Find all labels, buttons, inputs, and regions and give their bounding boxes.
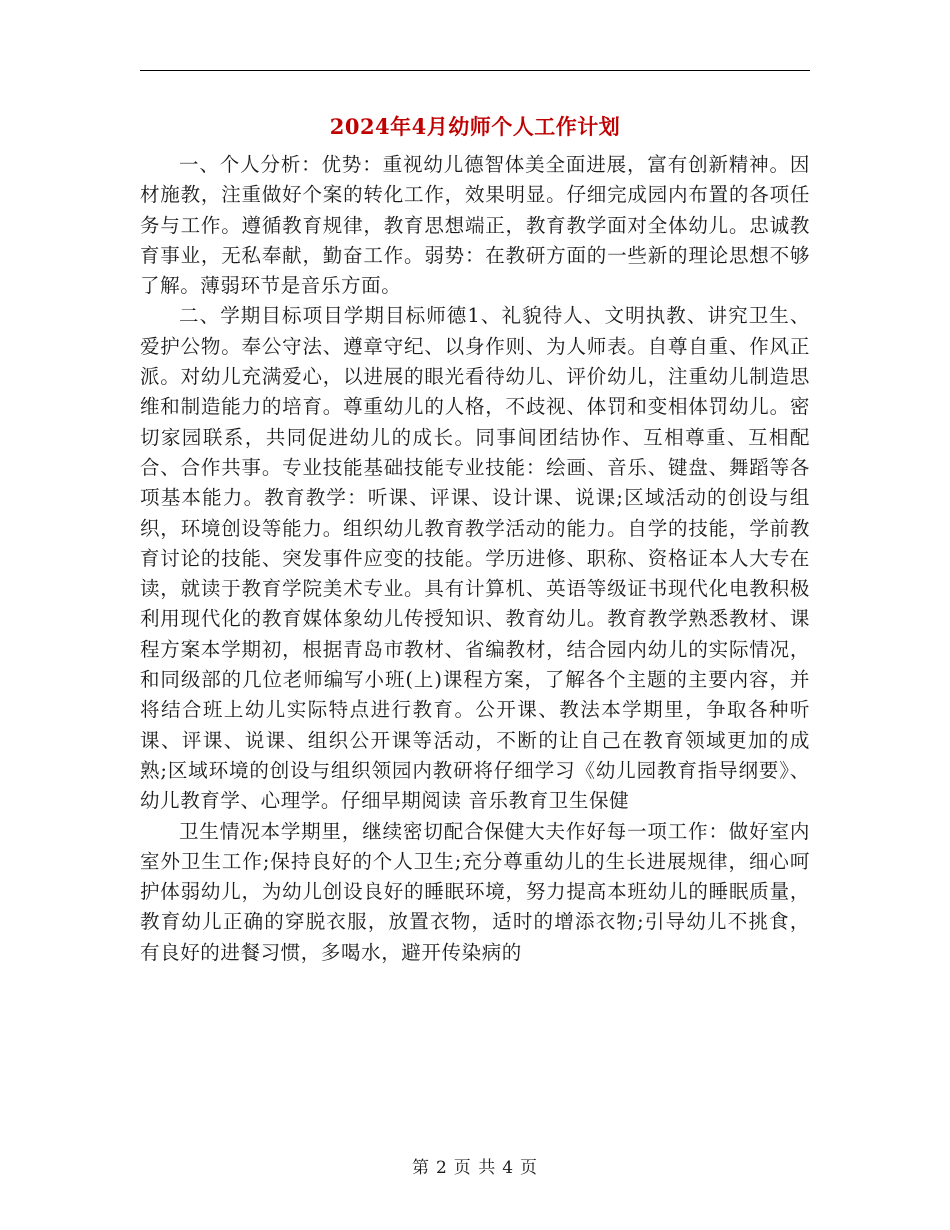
document-title: 2024年4月幼师个人工作计划 xyxy=(329,114,621,139)
footer-page-number: 2 xyxy=(435,1158,448,1178)
footer-total-pages: 4 xyxy=(502,1158,515,1178)
page-footer xyxy=(140,1153,810,1178)
document-body xyxy=(140,150,810,968)
paragraph-personal-analysis: 一、个人分析：优势：重视幼儿德智体美全面进展，富有创新精神。因材施教，注重做好个案的转化工作，效果明显。仔细完成园内布置的各项任务与工作。遵循教育规律，教育思想端正，教育教学面对全体幼儿。忠诚教育事业，无私奉献，勤奋工作。弱势：在教研方面的一些新的理论思想不够了解。薄弱环节是音乐方面。 xyxy=(140,153,810,298)
footer-suffix: 页 xyxy=(520,1158,539,1178)
footer-middle: 页 共 xyxy=(453,1158,497,1178)
paragraph-semester-goals: 二、学期目标项目学期目标师德1、礼貌待人、文明执教、讲究卫生、爱护公物。奉公守法、遵章守纪、以身作则、为人师表。自尊自重、作风正派。对幼儿充满爱心，以进展的眼光看待幼儿、评价幼儿，注重幼儿制造思维和制造能力的培育。尊重幼儿的人格，不歧视、体罚和变相体罚幼儿。密切家园联系，共同促进幼儿的成长。同事间团结协作、互相尊重、互相配合、合作共事。专业技能基础技能专业技能：绘画、音乐、键盘、舞蹈等各项基本能力。教育教学：听课、评课、设计课、说课;区域活动的创设与组织，环境创设等能力。组织幼儿教育教学活动的能力。自学的技能，学前教育讨论的技能、突发事件应变的技能。学历进修、职称、资格证本人大专在读，就读于教育学院美术专业。具有计算机、英语等级证书现代化电教积极利用现代化的教育媒体象幼儿传授知识、教育幼儿。教育教学熟悉教材、课程方案本学期初，根据青岛市教材、省编教材，结合园内幼儿的实际情况，和同级部的几位老师编写小班(上)课程方案，了解各个主题的主要内容，并将结合班上幼儿实际特点进行教育。公开课、教法本学期里，争取各种听课、评课、说课、组织公开课等活动，不断的让自己在教育领域更加的成熟;区域环境的创设与组织领园内教研将仔细学习《幼儿园教育指导纲要》、幼儿教育学、心理学。仔细早期阅读 音乐教育卫生保健 xyxy=(140,304,810,813)
footer-prefix: 第 xyxy=(411,1158,430,1178)
paragraph-hygiene: 卫生情况本学期里，继续密切配合保健大夫作好每一项工作：做好室内室外卫生工作;保持良好的个人卫生;充分尊重幼儿的生长进展规律，细心呵护体弱幼儿，为幼儿创设良好的睡眠环境，努力提高本班幼儿的睡眠质量，教育幼儿正确的穿脱衣服，放置衣物，适时的增添衣物;引导幼儿不挑食，有良好的进餐习惯，多喝水，避开传染病的 xyxy=(140,819,810,964)
header-rule xyxy=(140,70,810,71)
